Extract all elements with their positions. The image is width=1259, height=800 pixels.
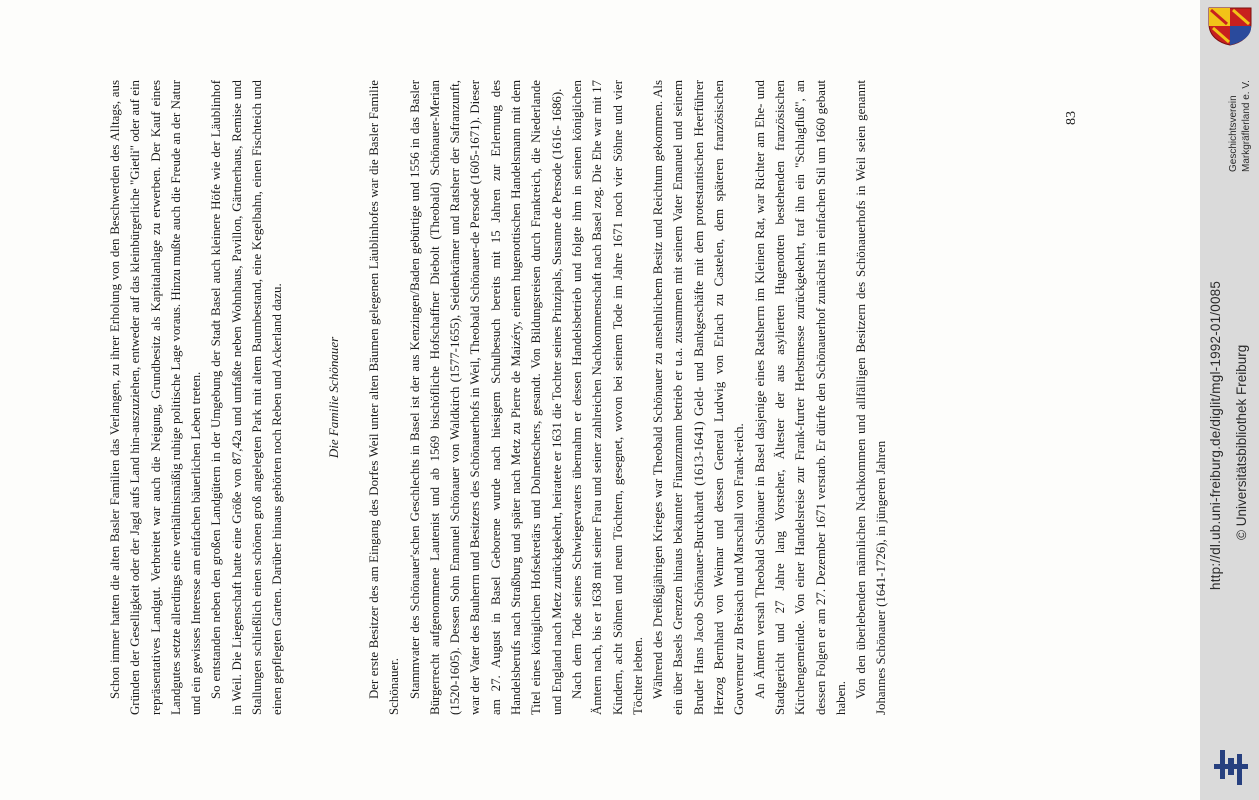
coat-of-arms-icon [1205, 6, 1255, 46]
source-url-link[interactable]: http://dl.ub.uni-freiburg.de/diglit/mgl-1992-01/0085 [1208, 280, 1223, 590]
org-name-line1: Geschichtsverein [1228, 95, 1239, 172]
paragraph: So entstanden neben den großen Landgütern in der Umgebung der Stadt Basel auch kleinere Höfe wie der Läublinhof in Weil. Die Liegenschaft hatte eine Größe von 87,42a und umfaßte neben Wohnhaus, Pavillon, Gärtnerhaus, Remise und Stallungen schließlich einen schönen groß angelegten Park mit altem Baumbestand, eine Kegelbahn, einen Fischteich und einen gepflegten Garten. Darüber hinaus gehörten noch Reben und Ackerland dazu. [209, 80, 285, 715]
paragraph-block-1 [105, 80, 288, 715]
section-heading: Die Familie Schönauer [325, 336, 341, 459]
paragraph-block-2 [364, 80, 892, 715]
org-name-line2: Markgräflerland e. V. [1241, 80, 1252, 172]
paragraph: Von den überlebenden männlichen Nachkommen und allfälligen Besitzern des Schönauerhofs in Weil seien genannt Johannes Schönauer (1641-1726), in jüngeren Jahren [854, 80, 889, 715]
paragraph: Nach dem Tode seines Schwiegervaters übernahm er dessen Handelsbetrieb und folgte ihm in seinen königlichen Ämtern nach, bis er 1638 mit seiner Frau und seiner zahlreichen Nachkommenschaft nach Basel zog. Die Ehe war mit 17 Kindern, acht Söhnen und neun Töchtern, gesegnet, wovon bei seinem Tode im Jahre 1671 noch vier Söhne und vier Töchter lebten. [569, 80, 645, 715]
paragraph: Stammvater des Schönauer'schen Geschlechts in Basel ist der aus Kenzingen/Baden gebürtige und 1556 in das Basler Bürgerrecht aufgenommene Lautenist und ab 1569 bischöfliche Hofschaffner Diebolt (Theobald) Schönauer-Merian (1520-1605). Dessen Sohn Emanuel Schönauer von Waldkirch (1577-1655), Seidenkrämer und Ratsherr der Safranzunft, war der Vater des Bauherrn und Besitzers des Schönauerhofs in Weil, Theobald Schönauer-de Persode (1605-1671). Dieser am 27. August in Basel Geborene wurde nach hiesigem Schulbesuch bereits mit 15 Jahren zur Erlernung des Handelsberufs nach Straßburg und später nach Metz zu Pierre de Maizéry, einem hugenottischen Handelsmann mit dem Titel eines königlichen Hofsekretärs und Dolmetschers, gesandt. Von Bildungsreisen durch Frankreich, die Niederlande und England nach Metz zurückgekehrt, heiratete er 1631 die Tochter seines Prinzipals, Susanne de Persode (1616- 1686). [407, 80, 564, 715]
body-text [105, 80, 892, 715]
paragraph: An Ämtern versah Theobald Schönauer in Basel dasjenige eines Ratsherrn im Kleinen Rat, war Richter am Ehe- und Stadtgericht und 27 Jahre lang Vorsteher, Ältester der aus asylierten Hugenotten bestehenden französischen Kirchengemeinde. Von einer Handelsreise zur Frank-furter Herbstmesse zurückgekehrt, traf ihn ein "Schlagfluß", an dessen Folgen er am 27. Dezember 1671 verstarb. Er dürfte den Schönauerhof zunächst im einfachen Stil um 1660 gebaut haben. [752, 80, 848, 715]
page-number: 83 [1064, 111, 1079, 125]
paragraph: Der erste Besitzer des am Eingang des Dorfes Weil unter alten Bäumen gelegenen Läublinhofes war die Basler Familie Schönauer. [366, 80, 402, 715]
copyright-notice: © Universitätsbibliothek Freiburg [1234, 344, 1249, 540]
ub-freiburg-logo-icon [1208, 744, 1254, 790]
paragraph: Während des Dreißigjährigen Krieges war Theobald Schönauer zu ansehnlichem Besitz und Reichtum gekommen. Als ein über Basels Grenzen hinaus bekannter Finanzmann betrieb er u.a. zusammen mit seinem Vater Emanuel und seinem Bruder Hans Jacob Schönauer-Burckhardt (1613-1641) Geld- und Bankgeschäfte mit dem protestantischen Heerführer Herzog Bernhard von Weimar und dessen General Ludwig von Erlach zu Castelen, dem späteren französischen Gouverneur zu Breisach und Marschall von Frank-reich. [651, 80, 747, 715]
paragraph: Schon immer hatten die alten Basler Familien das Verlangen, zu ihrer Erholung von den Beschwerden des Alltags, aus Gründen der Geselligkeit oder der Jagd aufs Land hin-auszuziehen, entweder auf das kleinbürgerliche "Gietli" oder auf ein repräsentatives Landgut. Verbreitet war auch die Neigung, Grundbesitz als Kapitalanlage zu erwerben. Der Kauf eines Landgutes setzte allerdings eine verhältnismäßig ruhige politische Lage voraus. Hinzu mußte auch die Freude an der Natur und ein gewisses Interesse am einfachen bäuerlichen Leben treten. [108, 80, 204, 715]
